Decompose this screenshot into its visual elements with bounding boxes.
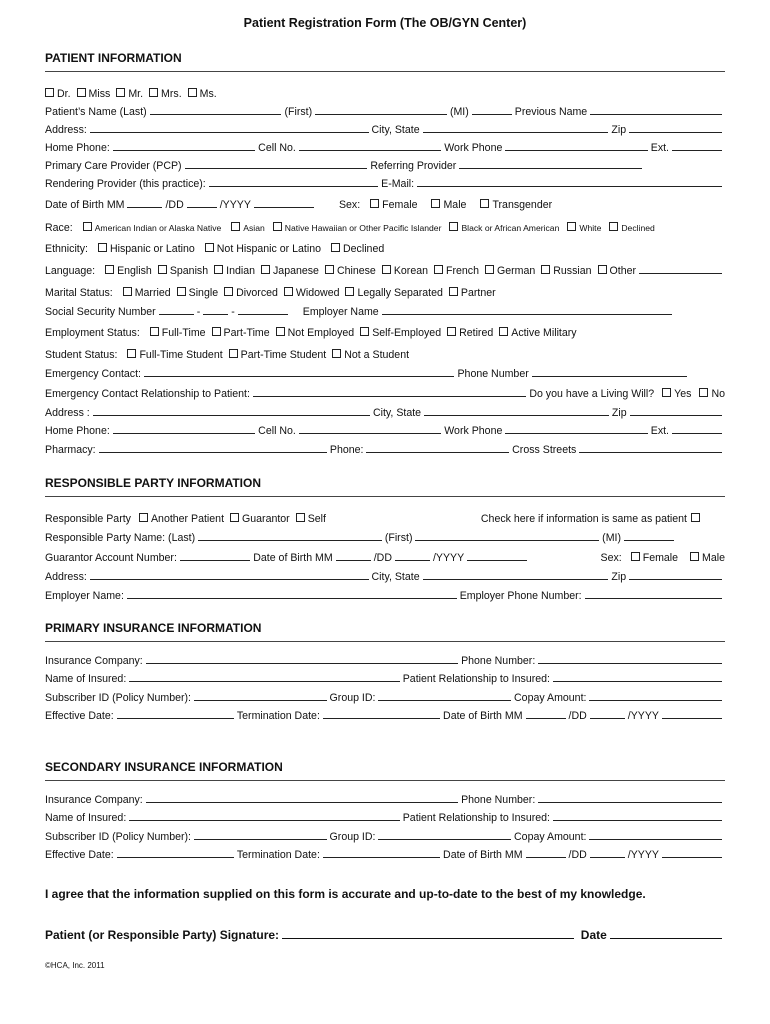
marital-partner[interactable]: Partner <box>443 287 496 300</box>
language-spanish[interactable]: Spanish <box>152 265 208 278</box>
section-primary-insurance: PRIMARY INSURANCE INFORMATION <box>45 621 725 642</box>
label-ext: Ext. <box>650 425 669 437</box>
checkbox[interactable] <box>370 199 379 208</box>
responsible-zip-field[interactable] <box>629 578 722 580</box>
employer-field[interactable] <box>382 313 672 315</box>
checkbox[interactable] <box>449 222 458 231</box>
label-responsible-party: Responsible Party <box>45 513 131 525</box>
language-other-field[interactable] <box>639 272 722 274</box>
checkbox[interactable] <box>382 265 391 274</box>
race-black[interactable]: Black or African American <box>443 222 559 235</box>
work-phone-field[interactable] <box>505 149 647 151</box>
label-race: Race: <box>45 222 73 234</box>
checkbox[interactable] <box>83 222 92 231</box>
copyright-notice: ©HCA, Inc. 2011 <box>45 961 105 970</box>
checkbox[interactable] <box>360 327 369 336</box>
race-white[interactable]: White <box>561 222 601 235</box>
label-phone-number: Phone Number: <box>461 794 536 806</box>
same-as-patient-checkbox[interactable] <box>691 513 700 522</box>
language-japanese[interactable]: Japanese <box>255 265 319 278</box>
label-dob: Date of Birth MM <box>45 199 125 211</box>
checkbox[interactable] <box>276 327 285 336</box>
race-american-indian[interactable]: American Indian or Alaska Native <box>77 222 222 235</box>
primary-termination-field[interactable] <box>323 717 440 719</box>
label-city-state: City, State <box>372 407 422 419</box>
label-yyyy: /YYYY <box>432 552 465 564</box>
label-ext: Ext. <box>650 142 669 154</box>
work-phone2-field[interactable] <box>505 432 647 434</box>
secondary-phone-field[interactable] <box>538 801 722 803</box>
secondary-dob-dd-field[interactable] <box>590 856 625 858</box>
guarantor-row <box>45 552 725 565</box>
label-subscriber: Subscriber ID (Policy Number): <box>45 692 191 704</box>
label-signature: Patient (or Responsible Party) Signature: <box>45 928 280 942</box>
checkbox[interactable] <box>273 222 282 231</box>
race-row <box>45 222 725 235</box>
label-yyyy: /YYYY <box>627 710 659 722</box>
emergency-contact-field[interactable] <box>144 375 455 377</box>
label-employer-phone: Employer Phone Number: <box>459 590 582 602</box>
secondary-termination-field[interactable] <box>323 856 440 858</box>
label-effective: Effective Date: <box>45 849 114 861</box>
secondary-company-field[interactable] <box>146 801 458 803</box>
employment-retired[interactable]: Retired <box>441 327 493 340</box>
pcp-row <box>45 160 645 173</box>
checkbox[interactable] <box>598 265 607 274</box>
marital-married[interactable]: Married <box>117 287 171 300</box>
form-title: Patient Registration Form (The OB/GYN Center) <box>243 16 527 30</box>
city-state-field[interactable] <box>423 131 609 133</box>
city-state2-field[interactable] <box>424 414 609 416</box>
ethnicity-hispanic[interactable]: Hispanic or Latino <box>92 243 195 256</box>
label-first-name: (First) <box>384 532 413 544</box>
label-phone-number: Phone Number: <box>461 655 536 667</box>
label-address: Address: <box>45 124 87 136</box>
ssn-part2-field[interactable] <box>203 313 228 315</box>
checkbox[interactable] <box>449 287 458 296</box>
secondary-insured-row <box>45 812 725 825</box>
label-dd: /DD <box>165 199 184 211</box>
address-field[interactable] <box>90 131 369 133</box>
label-name-insured: Name of Insured: <box>45 673 127 685</box>
title-option-mrs[interactable]: Mrs. <box>143 88 182 101</box>
label-zip: Zip <box>611 407 627 419</box>
checkbox[interactable] <box>45 88 54 97</box>
ext2-field[interactable] <box>672 432 722 434</box>
language-chinese[interactable]: Chinese <box>319 265 376 278</box>
label-work-phone: Work Phone <box>444 142 503 154</box>
language-korean[interactable]: Korean <box>376 265 428 278</box>
employment-self-employed[interactable]: Self-Employed <box>354 327 441 340</box>
label-yyyy: /YYYY <box>627 849 659 861</box>
label-ssn: Social Security Number <box>45 306 156 318</box>
label-city-state: City, State <box>371 124 420 136</box>
responsible-sex-female[interactable]: Female <box>625 552 678 565</box>
marital-widowed[interactable]: Widowed <box>278 287 340 300</box>
label-date: Date <box>580 928 607 942</box>
emergency-contact-row <box>45 368 690 381</box>
checkbox[interactable] <box>345 287 354 296</box>
label-home-phone: Home Phone: <box>45 425 110 437</box>
checkbox[interactable] <box>139 513 148 522</box>
responsible-employer-phone-field[interactable] <box>585 597 722 599</box>
title-option-mr[interactable]: Mr. <box>110 88 143 101</box>
label-rendering: Rendering Provider (this practice): <box>45 178 206 190</box>
ssn-row <box>45 306 675 319</box>
label-termination: Termination Date: <box>236 710 320 722</box>
responsible-sex-male[interactable]: Male <box>684 552 725 565</box>
patient-name-row <box>45 106 725 119</box>
checkbox[interactable] <box>499 327 508 336</box>
zip2-field[interactable] <box>630 414 722 416</box>
agreement-statement: I agree that the information supplied on this form is accurate and up-to-date to the best of my knowledge. <box>45 887 646 901</box>
patient-phone-row <box>45 142 725 155</box>
ssn-dash: - <box>231 306 235 318</box>
responsible-city-state-field[interactable] <box>423 578 609 580</box>
employment-full-time[interactable]: Full-Time <box>144 327 206 340</box>
employment-active-military[interactable]: Active Military <box>493 327 576 340</box>
sex-transgender[interactable]: Transgender <box>474 199 552 212</box>
checkbox[interactable] <box>567 222 576 231</box>
checkbox[interactable] <box>230 513 239 522</box>
label-relationship: Patient Relationship to Insured: <box>402 812 550 824</box>
responsible-last-field[interactable] <box>198 539 382 541</box>
patient-phone2-row <box>45 425 725 438</box>
label-same-as-patient: Check here if information is same as patient <box>480 513 687 525</box>
language-indian[interactable]: Indian <box>208 265 255 278</box>
secondary-relationship-field[interactable] <box>553 819 722 821</box>
label-mi: (MI) <box>449 106 469 118</box>
checkbox[interactable] <box>431 199 440 208</box>
label-employment: Employment Status: <box>45 327 140 339</box>
email-field[interactable] <box>417 185 722 187</box>
label-group: Group ID: <box>329 831 376 843</box>
primary-insured-row <box>45 673 725 686</box>
checkbox[interactable] <box>332 349 341 358</box>
label-city-state: City, State <box>371 571 420 583</box>
label-termination: Termination Date: <box>236 849 320 861</box>
responsible-address-field[interactable] <box>90 578 369 580</box>
label-dd: /DD <box>568 710 587 722</box>
marital-divorced[interactable]: Divorced <box>218 287 278 300</box>
primary-dob-yyyy-field[interactable] <box>662 717 722 719</box>
label-living-will: Do you have a Living Will? <box>529 388 655 400</box>
checkbox[interactable] <box>150 327 159 336</box>
party-another-patient[interactable]: Another Patient <box>133 513 224 526</box>
label-ethnicity: Ethnicity: <box>45 243 88 255</box>
label-phone-number: Phone Number <box>457 368 529 380</box>
pharmacy-row <box>45 444 725 457</box>
label-dob: Date of Birth MM <box>443 849 523 861</box>
cell-no-field[interactable] <box>299 149 441 151</box>
label-student: Student Status: <box>45 349 118 361</box>
label-pcp: Primary Care Provider (PCP) <box>45 160 182 172</box>
primary-relationship-field[interactable] <box>553 680 722 682</box>
label-insurance-company: Insurance Company: <box>45 655 143 667</box>
label-address: Address : <box>45 407 90 419</box>
label-relationship: Patient Relationship to Insured: <box>402 673 550 685</box>
home-phone2-field[interactable] <box>113 432 255 434</box>
checkbox[interactable] <box>116 88 125 97</box>
checkbox[interactable] <box>699 388 708 397</box>
primary-subscriber-row <box>45 692 725 705</box>
checkbox[interactable] <box>485 265 494 274</box>
label-email: E-Mail: <box>381 178 415 190</box>
responsible-address-row <box>45 571 725 584</box>
language-french[interactable]: French <box>428 265 479 278</box>
signature-field[interactable] <box>282 937 574 939</box>
responsible-name-row <box>45 532 677 545</box>
guarantor-account-field[interactable] <box>180 559 250 561</box>
secondary-copay-field[interactable] <box>589 838 722 840</box>
checkbox[interactable] <box>229 349 238 358</box>
primary-company-row <box>45 655 725 668</box>
secondary-insured-field[interactable] <box>129 819 399 821</box>
rendering-field[interactable] <box>209 185 378 187</box>
label-work-phone: Work Phone <box>444 425 503 437</box>
label-emergency-relationship: Emergency Contact Relationship to Patient: <box>45 388 250 400</box>
checkbox[interactable] <box>123 287 132 296</box>
label-cross-streets: Cross Streets <box>512 444 577 456</box>
student-full-time[interactable]: Full-Time Student <box>121 349 222 362</box>
checkbox[interactable] <box>149 88 158 97</box>
marital-row <box>45 287 725 300</box>
cross-streets-field[interactable] <box>579 451 722 453</box>
last-name-field[interactable] <box>150 113 282 115</box>
label-group: Group ID: <box>329 692 376 704</box>
title-option-miss[interactable]: Miss <box>71 88 111 101</box>
rendering-row <box>45 178 725 191</box>
secondary-dob-mm-field[interactable] <box>526 856 566 858</box>
label-employer: Employer Name: <box>45 590 124 602</box>
previous-name-field[interactable] <box>590 113 722 115</box>
ssn-part3-field[interactable] <box>238 313 288 315</box>
home-phone-field[interactable] <box>113 149 255 151</box>
label-marital: Marital Status: <box>45 287 113 299</box>
label-dob: Date of Birth MM <box>443 710 523 722</box>
checkbox[interactable] <box>609 222 618 231</box>
secondary-dates-row <box>45 849 725 862</box>
ethnicity-not-hispanic[interactable]: Not Hispanic or Latino <box>199 243 321 256</box>
dob-sex-row <box>45 199 725 212</box>
section-secondary-insurance: SECONDARY INSURANCE INFORMATION <box>45 760 725 781</box>
checkbox[interactable] <box>631 552 640 561</box>
language-german[interactable]: German <box>479 265 535 278</box>
checkbox[interactable] <box>214 265 223 274</box>
label-zip: Zip <box>611 124 627 136</box>
checkbox[interactable] <box>447 327 456 336</box>
label-emergency-contact: Emergency Contact: <box>45 368 141 380</box>
patient-address2-row <box>45 407 725 420</box>
checkbox[interactable] <box>541 265 550 274</box>
race-asian[interactable]: Asian <box>225 222 265 235</box>
label-last-name: Patient’s Name (Last) <box>45 106 147 118</box>
label-mi: (MI) <box>602 532 621 544</box>
label-sex: Sex: <box>600 552 622 564</box>
date-field[interactable] <box>610 937 722 939</box>
checkbox[interactable] <box>690 552 699 561</box>
patient-address-row <box>45 124 725 137</box>
referring-field[interactable] <box>459 167 642 169</box>
primary-effective-field[interactable] <box>117 717 234 719</box>
responsible-employer-row <box>45 590 725 603</box>
label-dd: /DD <box>568 849 587 861</box>
dob-yyyy-field[interactable] <box>254 206 314 208</box>
employment-not-employed[interactable]: Not Employed <box>270 327 355 340</box>
party-guarantor[interactable]: Guarantor <box>224 513 290 526</box>
checkbox[interactable] <box>158 265 167 274</box>
checkbox[interactable] <box>662 388 671 397</box>
ssn-part1-field[interactable] <box>159 313 194 315</box>
secondary-effective-field[interactable] <box>117 856 234 858</box>
ssn-dash: - <box>196 306 201 318</box>
living-will-yes[interactable]: Yes <box>656 388 691 401</box>
checkbox[interactable] <box>480 199 489 208</box>
label-cell-no: Cell No. <box>258 425 296 437</box>
section-patient-information: PATIENT INFORMATION <box>45 51 725 72</box>
label-guarantor-account: Guarantor Account Number: <box>45 552 177 564</box>
label-copay: Copay Amount: <box>514 831 587 843</box>
dob-dd-field[interactable] <box>187 206 217 208</box>
label-home-phone: Home Phone: <box>45 142 110 154</box>
emergency-relationship-row <box>45 388 725 401</box>
label-responsible-last: Responsible Party Name: (Last) <box>45 532 196 544</box>
ext-field[interactable] <box>672 149 722 151</box>
responsible-dob-mm-field[interactable] <box>336 559 371 561</box>
checkbox[interactable] <box>434 265 443 274</box>
title-option-dr[interactable]: Dr. <box>45 88 71 101</box>
label-dd: /DD <box>373 552 392 564</box>
checkbox[interactable] <box>205 243 214 252</box>
emergency-phone-field[interactable] <box>532 375 687 377</box>
zip-field[interactable] <box>629 131 722 133</box>
label-insurance-company: Insurance Company: <box>45 794 143 806</box>
responsible-first-field[interactable] <box>415 539 599 541</box>
marital-legally-separated[interactable]: Legally Separated <box>339 287 442 300</box>
checkbox[interactable] <box>331 243 340 252</box>
first-name-field[interactable] <box>315 113 447 115</box>
label-cell-no: Cell No. <box>258 142 296 154</box>
secondary-dob-yyyy-field[interactable] <box>662 856 722 858</box>
primary-dob-dd-field[interactable] <box>590 717 625 719</box>
address2-field[interactable] <box>93 414 370 416</box>
pcp-field[interactable] <box>185 167 368 169</box>
checkbox[interactable] <box>188 88 197 97</box>
label-name-insured: Name of Insured: <box>45 812 127 824</box>
checkbox[interactable] <box>261 265 270 274</box>
dob-mm-field[interactable] <box>127 206 162 208</box>
responsible-employer-field[interactable] <box>127 597 457 599</box>
checkbox[interactable] <box>212 327 221 336</box>
living-will-no[interactable]: No <box>693 388 725 401</box>
language-row <box>45 265 725 278</box>
ethnicity-declined[interactable]: Declined <box>325 243 384 256</box>
checkbox[interactable] <box>127 349 136 358</box>
label-subscriber: Subscriber ID (Policy Number): <box>45 831 191 843</box>
checkbox[interactable] <box>224 287 233 296</box>
marital-single[interactable]: Single <box>171 287 218 300</box>
label-address: Address: <box>45 571 87 583</box>
pharmacy-phone-field[interactable] <box>366 451 509 453</box>
label-phone: Phone: <box>329 444 364 456</box>
checkbox[interactable] <box>77 88 86 97</box>
signature-row <box>45 928 725 942</box>
responsible-dob-yyyy-field[interactable] <box>467 559 527 561</box>
checkbox[interactable] <box>296 513 305 522</box>
primary-group-field[interactable] <box>378 699 511 701</box>
responsible-mi-field[interactable] <box>624 539 674 541</box>
student-part-time[interactable]: Part-Time Student <box>223 349 327 362</box>
label-language: Language: <box>45 265 96 277</box>
checkbox[interactable] <box>284 287 293 296</box>
pharmacy-field[interactable] <box>99 451 327 453</box>
checkbox[interactable] <box>105 265 114 274</box>
ethnicity-row <box>45 243 725 256</box>
label-pharmacy: Pharmacy: <box>45 444 96 456</box>
race-native-hawaiian[interactable]: Native Hawaiian or Other Pacific Islander <box>267 222 442 235</box>
student-row <box>45 349 725 362</box>
employment-row <box>45 327 725 340</box>
checkbox[interactable] <box>231 222 240 231</box>
label-yyyy: /YYYY <box>219 199 251 211</box>
label-referring: Referring Provider <box>370 160 457 172</box>
checkbox[interactable] <box>98 243 107 252</box>
label-previous-name: Previous Name <box>514 106 588 118</box>
employment-part-time[interactable]: Part-Time <box>206 327 270 340</box>
secondary-group-field[interactable] <box>378 838 511 840</box>
language-russian[interactable]: Russian <box>535 265 591 278</box>
cell-no2-field[interactable] <box>299 432 441 434</box>
checkbox[interactable] <box>325 265 334 274</box>
responsible-dob-dd-field[interactable] <box>395 559 430 561</box>
secondary-subscriber-row <box>45 831 725 844</box>
language-english[interactable]: English <box>99 265 152 278</box>
secondary-company-row <box>45 794 725 807</box>
student-not-student[interactable]: Not a Student <box>326 349 409 362</box>
primary-insured-field[interactable] <box>129 680 399 682</box>
label-copay: Copay Amount: <box>514 692 587 704</box>
label-effective: Effective Date: <box>45 710 114 722</box>
primary-phone-field[interactable] <box>538 662 722 664</box>
primary-subscriber-field[interactable] <box>194 699 327 701</box>
mi-field[interactable] <box>472 113 512 115</box>
label-first-name: (First) <box>284 106 313 118</box>
primary-dob-mm-field[interactable] <box>526 717 566 719</box>
primary-copay-field[interactable] <box>589 699 722 701</box>
title-options-row <box>45 88 725 101</box>
primary-dates-row <box>45 710 725 723</box>
label-employer: Employer Name <box>302 306 379 318</box>
primary-company-field[interactable] <box>146 662 458 664</box>
language-other[interactable]: Other <box>592 265 637 278</box>
label-zip: Zip <box>611 571 627 583</box>
label-sex: Sex: <box>338 199 361 211</box>
emergency-relationship-field[interactable] <box>253 395 526 397</box>
responsible-party-row <box>45 513 703 526</box>
section-responsible-party: RESPONSIBLE PARTY INFORMATION <box>45 476 725 497</box>
race-declined[interactable]: Declined <box>603 222 654 235</box>
checkbox[interactable] <box>177 287 186 296</box>
sex-male[interactable]: Male <box>425 199 466 212</box>
label-dob: Date of Birth MM <box>253 552 333 564</box>
secondary-subscriber-field[interactable] <box>194 838 327 840</box>
sex-female[interactable]: Female <box>364 199 417 212</box>
title-option-ms[interactable]: Ms. <box>182 88 217 101</box>
party-self[interactable]: Self <box>290 513 326 526</box>
